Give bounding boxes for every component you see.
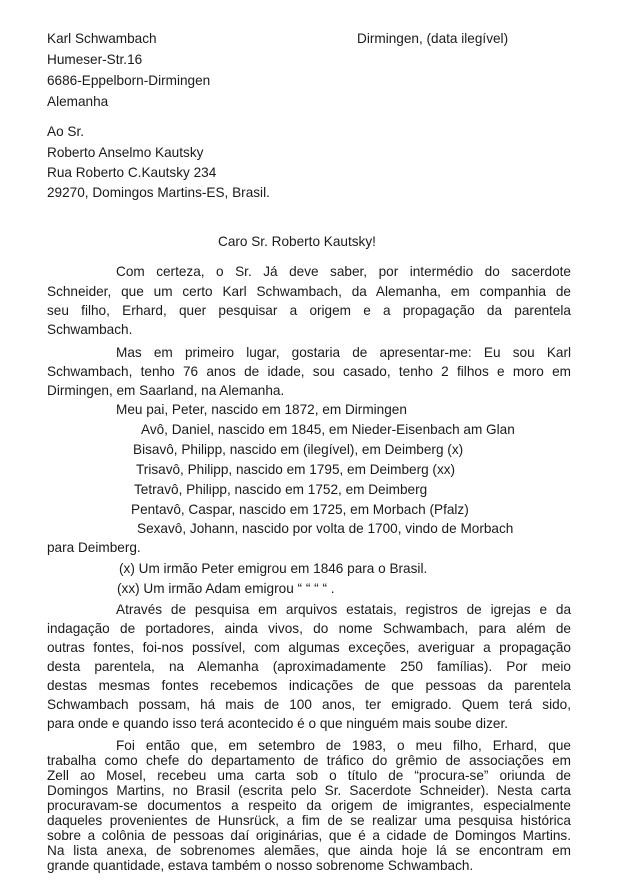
genealogy-entry: Trisavô, Philipp, nascido em 1795, em Deimberg (xx): [136, 462, 456, 477]
genealogy-entry: Meu pai, Peter, nascido em 1872, em Dirmingen: [116, 402, 407, 417]
sender-name: Karl Schwambach: [47, 31, 157, 46]
sender-street: Humeser-Str.16: [47, 52, 143, 67]
sender-city: 6686-Eppelborn-Dirmingen: [47, 73, 211, 88]
genealogy-entry: Bisavô, Philipp, nascido em (ilegível), em Deimberg (x): [133, 442, 464, 457]
place-date: Dirmingen, (data ilegível): [357, 31, 509, 46]
paragraph-line: procuravam-se documentos a respeito da origem de imigrantes, especialmente: [47, 798, 571, 813]
genealogy-entry: Tetravô, Philipp, nascido em 1752, em Deimberg: [134, 482, 428, 497]
genealogy-entry: Pentavô, Caspar, nascido em 1725, em Morbach (Pfalz): [131, 502, 469, 517]
genealogy-entry: para Deimberg.: [47, 540, 141, 555]
genealogy-entry: Avô, Daniel, nascido em 1845, em Nieder-Eisenbach am Glan: [141, 422, 515, 437]
paragraph-line: indagação de portadores, ainda vivos, do nome Schwambach, para além de: [47, 621, 571, 636]
paragraph-line: Schneider, que um certo Karl Schwambach, da Alemanha, em companhia de: [47, 284, 571, 299]
recipient-city: 29270, Domingos Martins-ES, Brasil.: [47, 185, 270, 200]
paragraph-line: Foi então que, em setembro de 1983, o meu filho, Erhard, que: [116, 738, 571, 753]
paragraph-line: Schwambach.: [47, 322, 133, 337]
paragraph-line: outras fontes, foi-nos possível, com algumas exceções, averiguar a propagação: [47, 640, 571, 655]
paragraph-line: Com certeza, o Sr. Já deve saber, por intermédio do sacerdote: [116, 264, 571, 279]
paragraph-line: grande quantidade, estava também o nosso sobrenome Schwambach.: [47, 858, 474, 873]
paragraph-line: Schwambach possam, há mais de 100 anos, ter emigrado. Quem terá sido,: [47, 697, 571, 712]
paragraph-line: daqueles provenientes de Hunsrück, a fim de se realizar uma pesquisa histórica: [47, 813, 571, 828]
sender-country: Alemanha: [47, 94, 109, 109]
paragraph-line: trabalha como chefe do departamento de tráfico do grêmio de associações em: [47, 753, 571, 768]
paragraph-line: para onde e quando isso terá acontecido é o que ninguém mais soube dizer.: [47, 716, 508, 731]
note-x: (x) Um irmão Peter emigrou em 1846 para o Brasil.: [119, 561, 428, 576]
recipient-street: Rua Roberto C.Kautsky 234: [47, 165, 217, 180]
paragraph-line: Mas em primeiro lugar, gostaria de apresentar-me: Eu sou Karl: [116, 345, 571, 360]
paragraph-line: destas mesmas fontes recebemos indicações de que pessoas da parentela: [47, 678, 571, 693]
note-xx: (xx) Um irmão Adam emigrou “ “ “ “ .: [117, 581, 335, 596]
paragraph-line: Através de pesquisa em arquivos estatais, registros de igrejas e da: [116, 602, 571, 617]
paragraph-line: Zell ao Mosel, recebeu uma carta sob o título de “procura-se” oriunda de: [47, 768, 571, 783]
paragraph-line: desta parentela, na Alemanha (aproximadamente 250 famílias). Por meio: [47, 659, 571, 674]
paragraph-line: Domingos Martins, no Brasil (escrita pelo Sr. Sacerdote Schneider). Nesta carta: [47, 783, 571, 798]
recipient-salutation: Ao Sr.: [47, 124, 85, 139]
recipient-name: Roberto Anselmo Kautsky: [47, 145, 204, 160]
genealogy-entry: Sexavô, Johann, nascido por volta de 1700, vindo de Morbach: [137, 521, 514, 536]
paragraph-line: sobre a colônia de pessoas daí originárias, que é a cidade de Domingos Martins.: [47, 828, 571, 843]
paragraph-line: seu filho, Erhard, quer pesquisar a origem e a propagação da parentela: [47, 303, 571, 318]
greeting: Caro Sr. Roberto Kautsky!: [218, 234, 376, 249]
paragraph-line: Dirmingen, em Saarland, na Alemanha.: [47, 383, 285, 398]
paragraph-line: Na lista anexa, de sobrenomes alemães, que ainda hoje lá se encontram em: [47, 843, 571, 858]
paragraph-line: Schwambach, tenho 76 anos de idade, sou casado, tenho 2 filhos e moro em: [47, 364, 571, 379]
